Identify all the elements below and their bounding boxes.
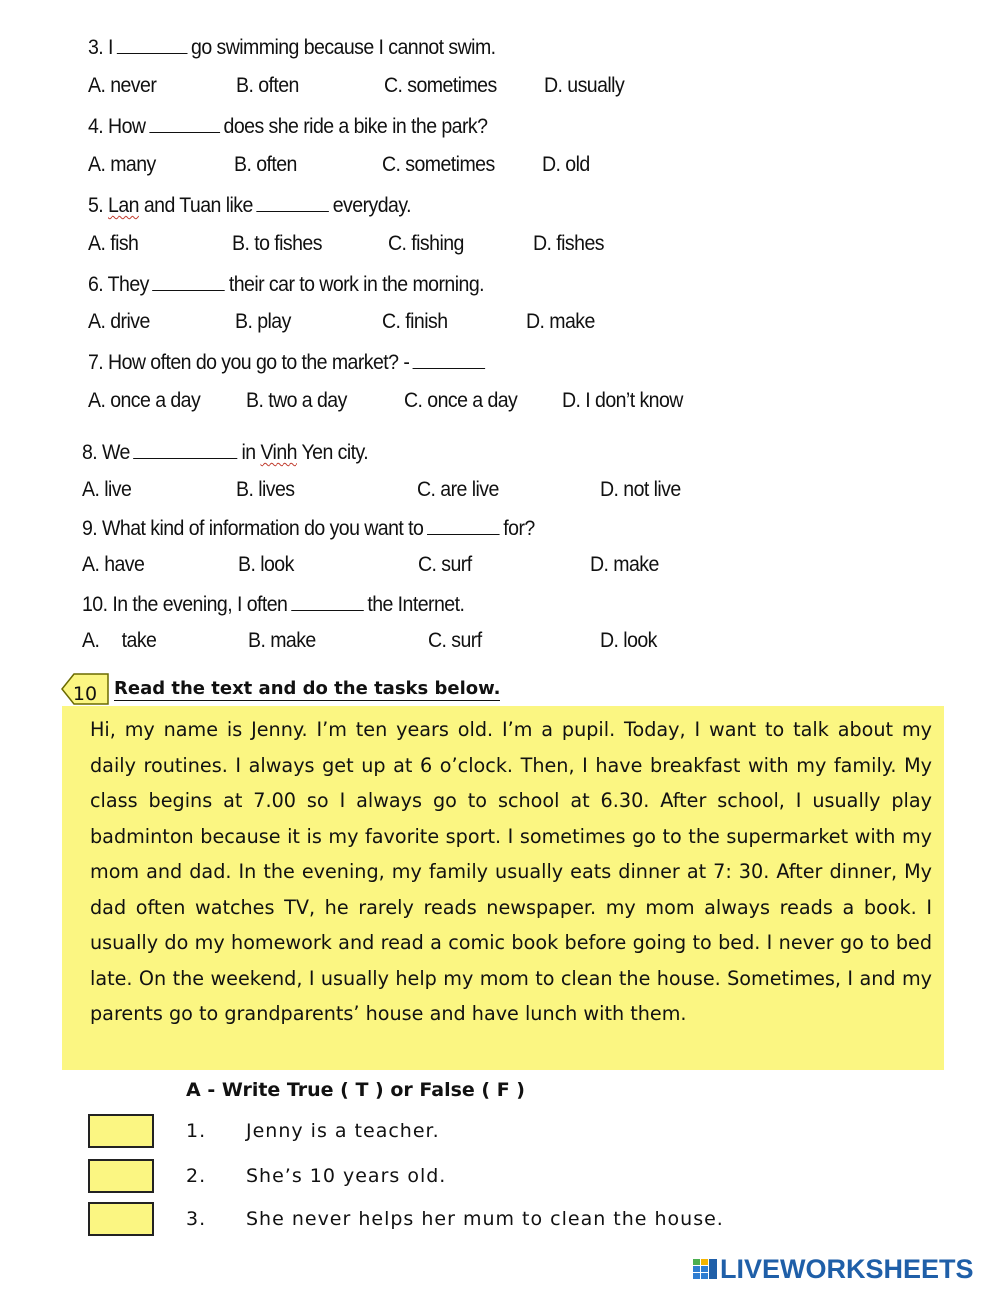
option-b[interactable]: B. make [248, 629, 316, 652]
option-c[interactable]: C. finish [382, 310, 448, 333]
answer-blank[interactable] [427, 516, 500, 535]
answer-blank[interactable] [256, 193, 329, 212]
spellcheck-word: Lan [108, 194, 139, 217]
option-b[interactable]: B. to fishes [232, 232, 322, 255]
option-a[interactable]: A. live [82, 478, 132, 501]
statement-text: She’s 10 years old. [246, 1165, 447, 1187]
true-false-item: 1. Jenny is a teacher. [88, 1114, 888, 1152]
answer-box[interactable] [88, 1114, 154, 1148]
option-d[interactable]: D. look [600, 629, 657, 652]
option-d[interactable]: D. I don’t know [562, 389, 683, 412]
statement-text: She never helps her mum to clean the house. [246, 1208, 724, 1230]
option-c[interactable]: C. surf [428, 629, 482, 652]
option-b[interactable]: B. look [238, 553, 294, 576]
option-a[interactable]: A. take [82, 629, 157, 652]
true-false-item: 2. She’s 10 years old. [88, 1159, 888, 1197]
task-title: Read the text and do the tasks below. [114, 678, 501, 699]
option-a[interactable]: A. many [88, 153, 156, 176]
true-false-item: 3. She never helps her mum to clean the house. [88, 1202, 888, 1240]
option-a[interactable]: A. drive [88, 310, 150, 333]
option-a[interactable]: A. once a day [88, 389, 201, 412]
answer-box[interactable] [88, 1202, 154, 1236]
option-c[interactable]: C. are live [417, 478, 499, 501]
question-8: 8. We in Vinh Yen city. [82, 441, 369, 464]
option-c[interactable]: C. sometimes [384, 74, 497, 97]
option-b[interactable]: B. two a day [246, 389, 347, 412]
question-7: 7. How often do you go to the market? - [88, 350, 489, 375]
option-a[interactable]: A. have [82, 553, 145, 576]
liveworksheets-logo-icon [692, 1258, 718, 1280]
spellcheck-word: Vinh [260, 441, 297, 464]
answer-blank[interactable] [413, 350, 486, 369]
option-c[interactable]: C. once a day [404, 389, 518, 412]
option-d[interactable]: D. not live [600, 478, 681, 501]
option-b[interactable]: B. lives [236, 478, 295, 501]
option-a[interactable]: A. fish [88, 232, 139, 255]
section-a-title: A - Write True ( T ) or False ( F ) [186, 1079, 525, 1101]
reading-passage: Hi, my name is Jenny. I’m ten years old. I’m a pupil. Today, I want to talk about my daily routines. I always get up at 6 o’clock. Then, I have breakfast with my family. My class begins at 7.00 so I always go to school at 6.30. After school, I usually play badminton because it is my favorite sport. I sometimes go to the supermarket with my mom and dad. In the evening, my family usually eats dinner at 7: 30. After dinner, My dad often watches TV, he rarely reads newspaper. my mom always reads a book. I usually do my homework and read a comic book before going to bed. I never go to bed late. On the weekend, I usually help my mom to clean the house. Sometimes, I and my parents go to grandparents’ house and have lunch with them. [90, 718, 932, 1025]
statement-text: Jenny is a teacher. [246, 1120, 440, 1142]
option-a[interactable]: A. never [88, 74, 157, 97]
option-d[interactable]: D. make [590, 553, 659, 576]
answer-blank[interactable] [117, 35, 188, 54]
question-4: 4. How does she ride a bike in the park? [88, 115, 488, 138]
option-b[interactable]: B. play [235, 310, 291, 333]
option-c[interactable]: C. surf [418, 553, 472, 576]
answer-box[interactable] [88, 1159, 154, 1193]
option-c[interactable]: C. fishing [388, 232, 464, 255]
answer-blank[interactable] [134, 440, 238, 459]
question-9: 9. What kind of information do you want to for? [82, 517, 535, 540]
option-d[interactable]: D. make [526, 310, 595, 333]
brand-name: LIVEWORKSHEETS [720, 1254, 974, 1284]
option-b[interactable]: B. often [234, 153, 297, 176]
question-3: 3. I go swimming because I cannot swim. [88, 36, 496, 59]
question-6: 6. They their car to work in the morning. [88, 273, 484, 296]
option-d[interactable]: D. usually [544, 74, 625, 97]
option-b[interactable]: B. often [236, 74, 299, 97]
answer-blank[interactable] [149, 114, 220, 133]
reading-passage-box [62, 706, 944, 1070]
question-10: 10. In the evening, I often the Internet. [82, 593, 465, 616]
answer-blank[interactable] [291, 592, 364, 611]
question-5: 5. Lan and Tuan like everyday. [88, 194, 411, 217]
option-d[interactable]: D. fishes [533, 232, 604, 255]
option-d[interactable]: D. old [542, 153, 590, 176]
task-number: 10 [72, 683, 98, 705]
answer-blank[interactable] [153, 272, 226, 291]
option-c[interactable]: C. sometimes [382, 153, 495, 176]
task-number-badge [60, 672, 110, 706]
